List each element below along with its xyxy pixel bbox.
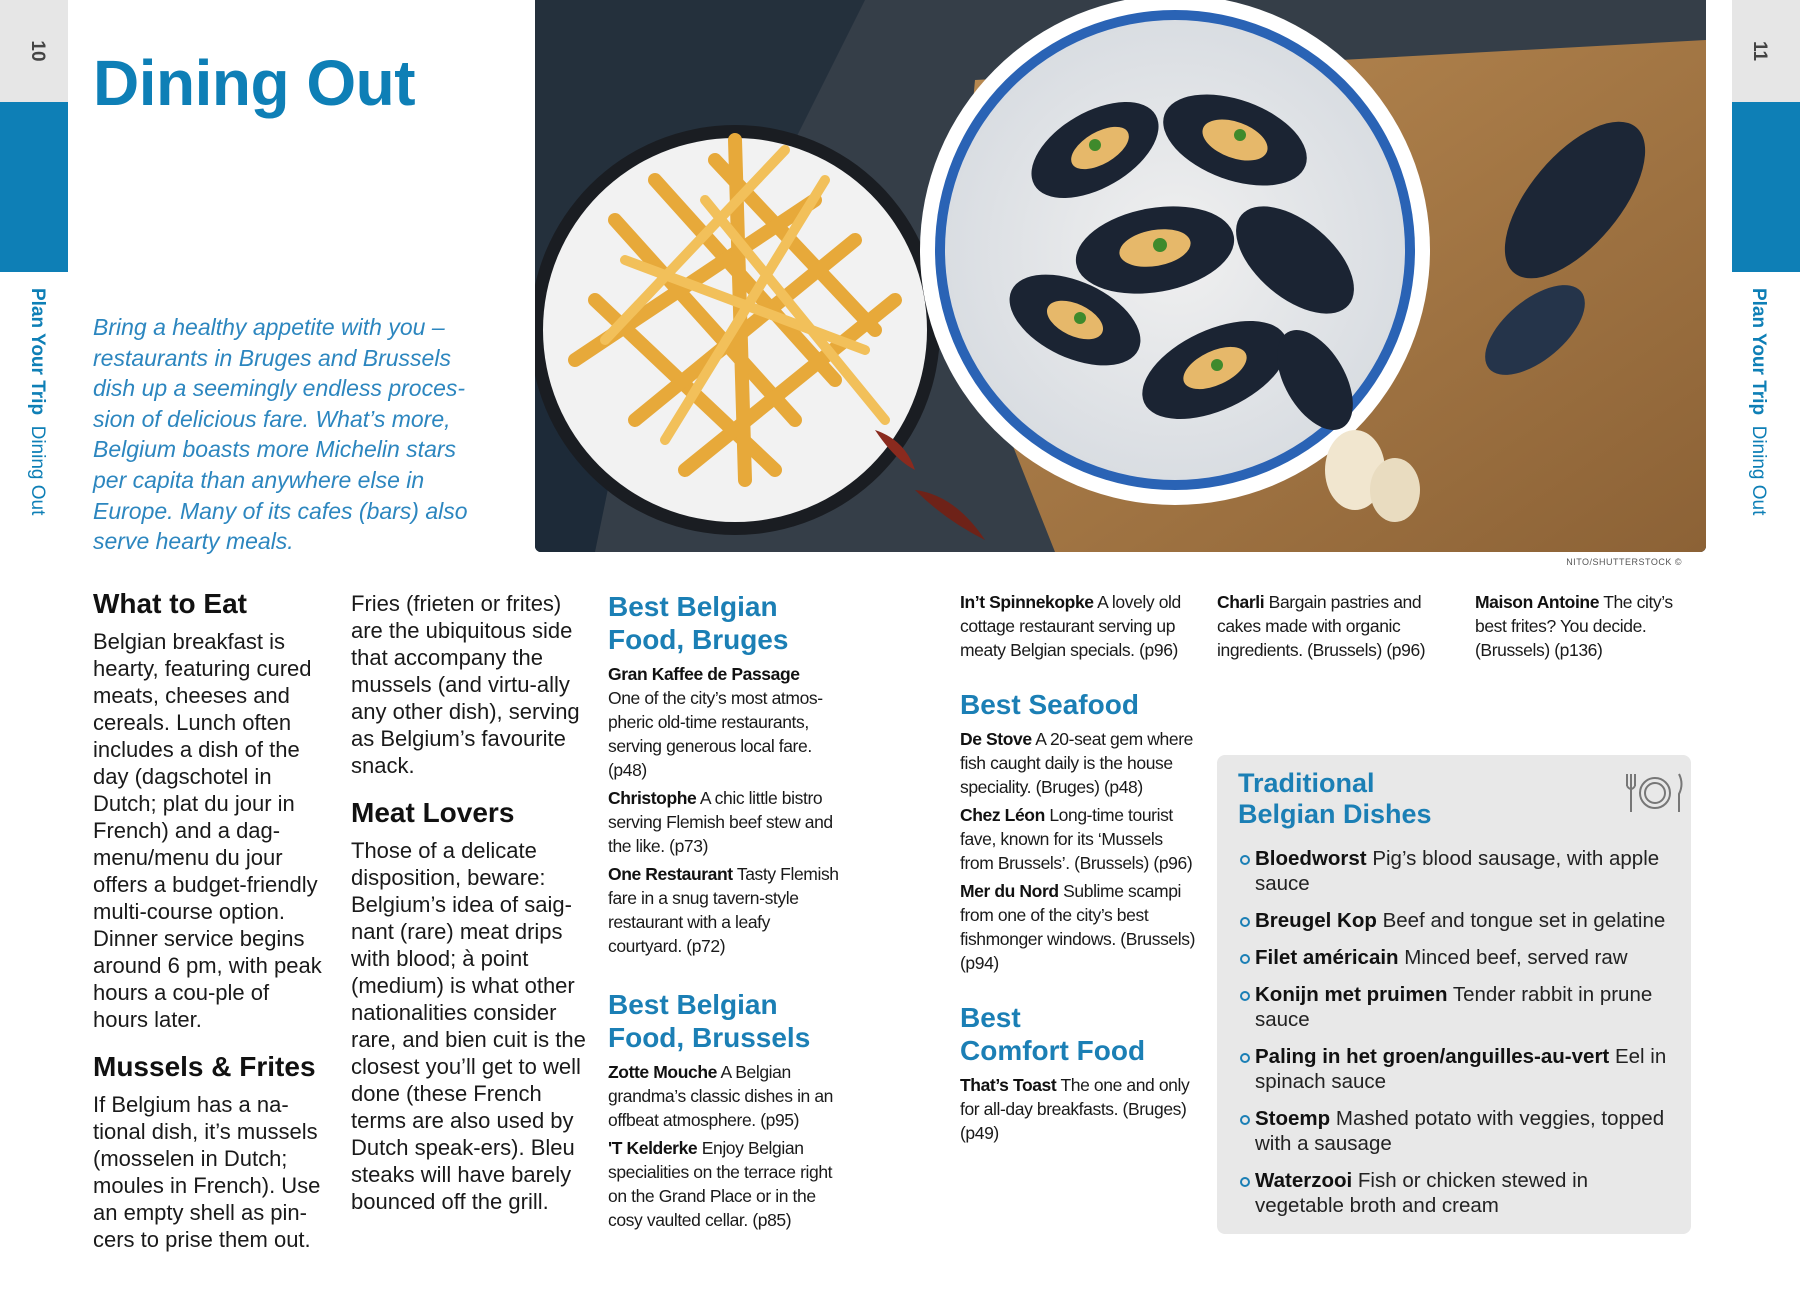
meat-lovers-heading: Meat Lovers <box>351 797 515 828</box>
fries-and-mussels-photo-icon <box>535 0 1706 552</box>
listing-entry: Charli Bargain pastries and cakes made with organic ingredients. (Brussels) (p96) <box>1217 592 1426 660</box>
listing-entry: 'T Kelderke Enjoy Belgian specialities on the terrace right on the Grand Place or in the cosy vaulted cellar. (p85) <box>608 1138 833 1230</box>
intro-text: Bring a healthy appetite with you – restaurants in Bruges and Brussels dish up a seemingly endless proces- sion of delicious fare. What’s more, Belgium boasts more Michelin stars per capita than anywhere else in Europe. Many of its cafes (bars) also serve hearty meals. <box>93 314 468 555</box>
fries-text: Fries (frieten or frites) are the ubiquitous side that accompany the mussels (and virtu-ally any other dish), serving as Belgium’s favourite snack. <box>351 591 580 778</box>
listing-entry: Maison Antoine The city’s best frites? You decide. (Brussels) (p136) <box>1475 592 1673 660</box>
best-seafood-heading: Best Seafood <box>960 689 1139 720</box>
column-best-seafood <box>960 590 1198 1145</box>
food-photo <box>535 0 1706 552</box>
best-belgian-bruges-heading: Best Belgian Food, Bruges <box>608 591 789 655</box>
left-edge-accent <box>0 102 68 272</box>
mussels-frites-heading: Mussels & Frites <box>93 1051 316 1082</box>
listing-entry: Mer du Nord Sublime scampi from one of the city’s best fishmonger windows. (Brussels) (p94) <box>960 881 1196 973</box>
best-belgian-brussels-heading: Best Belgian Food, Brussels <box>608 989 811 1053</box>
list-item: Paling in het groen/anguilles-au-vert Eel in spinach sauce <box>1240 1044 1680 1094</box>
page-title: Dining Out <box>93 47 416 119</box>
photo-credit: NITO/SHUTTERSTOCK © <box>1566 557 1682 567</box>
list-item: Stoemp Mashed potato with veggies, topped with a sausage <box>1240 1106 1680 1156</box>
list-item: Breugel Kop Beef and tongue set in gelatine <box>1240 908 1680 933</box>
listing-entry: Christophe A chic little bistro serving Flemish beef stew and the like. (p73) <box>608 788 833 856</box>
column-what-to-eat <box>93 588 328 1253</box>
list-item: Filet américain Minced beef, served raw <box>1240 945 1680 970</box>
list-item: Konijn met pruimen Tender rabbit in prune sauce <box>1240 982 1680 1032</box>
listing-entry: De Stove A 20-seat gem where fish caught daily is the house speciality. (Bruges) (p48) <box>960 729 1193 797</box>
bullet-icon <box>1240 855 1250 865</box>
page-number-left: 10 <box>27 40 48 62</box>
listing-entry: Zotte Mouche A Belgian grandma’s classic dishes in an offbeat atmosphere. (p95) <box>608 1062 834 1130</box>
column-charli <box>1217 590 1447 662</box>
what-to-eat-text: Belgian breakfast is hearty, featuring cured meats, cheeses and cereals. Lunch often includes a dish of the day (dagschotel in Dutch; plat du jour in French) and a dag-menu/menu du jour offers a budget-friendly multi-course option. Dinner service begins around 6 pm, with peak hours a cou-ple of hours later. <box>93 629 322 1032</box>
column-best-belgian <box>608 590 848 1232</box>
section-label-right: Plan Your Trip Dining Out <box>1748 288 1769 516</box>
right-edge-accent <box>1732 102 1800 272</box>
bullet-icon <box>1240 1177 1250 1187</box>
page-number-right: 11 <box>1749 40 1770 62</box>
list-item: Bloedworst Pig’s blood sausage, with apple sauce <box>1240 846 1680 896</box>
column-meat-lovers <box>351 590 586 1215</box>
bullet-icon <box>1240 954 1250 964</box>
bullet-icon <box>1240 1115 1250 1125</box>
bullet-icon <box>1240 991 1250 1001</box>
column-maison-antoine <box>1475 590 1697 662</box>
section-label-left: Plan Your Trip Dining Out <box>27 288 48 516</box>
bullet-icon <box>1240 917 1250 927</box>
plate-fork-knife-icon <box>1625 770 1685 816</box>
listing-entry: In’t Spinnekopke A lovely old cottage restaurant serving up meaty Belgian specials. (p96) <box>960 592 1181 660</box>
traditional-dishes-heading: Traditional Belgian Dishes <box>1238 768 1432 829</box>
meat-lovers-text: Those of a delicate disposition, beware: Belgium’s idea of saig-nant (rare) meat drips with blood; à point (medium) is what other nationalities consider rare, and bien cuit is the closest you’ll get to well done (these French terms are also used by Dutch speak-ers). Bleu steaks will have barely bounced off the grill. <box>351 838 586 1214</box>
listing-entry: One Restaurant Tasty Flemish fare in a snug tavern-style restaurant with a leafy courtyard. (p72) <box>608 864 839 956</box>
listing-entry: That’s Toast The one and only for all-day breakfasts. (Bruges) (p49) <box>960 1075 1190 1143</box>
what-to-eat-heading: What to Eat <box>93 588 247 619</box>
traditional-dishes-list <box>1240 846 1680 1230</box>
bullet-icon <box>1240 1053 1250 1063</box>
best-comfort-food-heading: Best Comfort Food <box>960 1002 1146 1066</box>
list-item: Waterzooi Fish or chicken stewed in vegetable broth and cream <box>1240 1168 1680 1218</box>
mussels-frites-text: If Belgium has a na-tional dish, it’s mussels (mosselen in Dutch; moules in French). Use an empty shell as pin-cers to prise them out. <box>93 1092 321 1252</box>
listing-entry: Gran Kaffee de Passage One of the city’s most atmos-pheric old-time restaurants, serving generous local fare. (p48) <box>608 664 823 780</box>
listing-entry: Chez Léon Long-time tourist fave, known for its ‘Mussels from Brussels’. (Brussels) (p96) <box>960 805 1193 873</box>
